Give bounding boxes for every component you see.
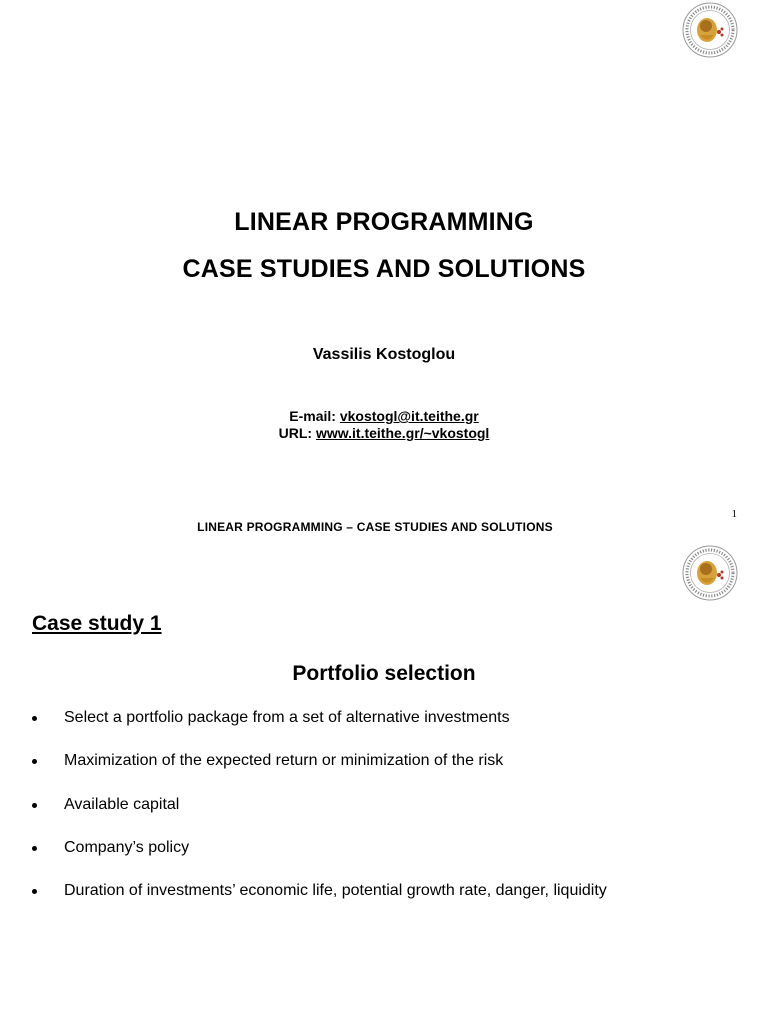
section-heading: Portfolio selection bbox=[292, 662, 476, 685]
email-line bbox=[0, 408, 768, 425]
bullet-text: Company’s policy bbox=[64, 838, 190, 856]
university-seal-icon bbox=[682, 545, 738, 601]
presentation-subtitle: CASE STUDIES AND SOLUTIONS bbox=[182, 255, 586, 283]
content-slide bbox=[0, 540, 768, 1024]
bullet-text: Duration of investments’ economic life, potential growth rate, danger, liquidity bbox=[64, 882, 607, 900]
url-link[interactable]: www.it.teithe.gr/~vkostogl bbox=[315, 425, 490, 441]
bullet-icon bbox=[32, 889, 37, 894]
presentation-title: LINEAR PROGRAMMING bbox=[234, 208, 534, 236]
bullet-icon bbox=[32, 846, 37, 851]
bullet-icon bbox=[32, 803, 37, 808]
url-line bbox=[0, 425, 768, 442]
email-link[interactable]: vkostogl@it.teithe.gr bbox=[339, 408, 479, 424]
bullet-text: Maximization of the expected return or minimization of the risk bbox=[64, 752, 504, 770]
bullet-icon bbox=[32, 759, 37, 764]
url-label: URL: bbox=[278, 425, 316, 441]
slide-footer: LINEAR PROGRAMMING – CASE STUDIES AND SOLUTIONS bbox=[197, 520, 553, 534]
bullet-icon bbox=[32, 716, 37, 721]
bullet-text: Select a portfolio package from a set of alternative investments bbox=[64, 709, 510, 726]
bullet-text: Available capital bbox=[64, 795, 180, 813]
university-seal-icon bbox=[682, 2, 738, 58]
case-study-heading: Case study 1 bbox=[32, 612, 162, 635]
email-label: E-mail: bbox=[289, 408, 340, 424]
author-name: Vassilis Kostoglou bbox=[312, 346, 456, 363]
page-number: 1 bbox=[731, 508, 737, 520]
